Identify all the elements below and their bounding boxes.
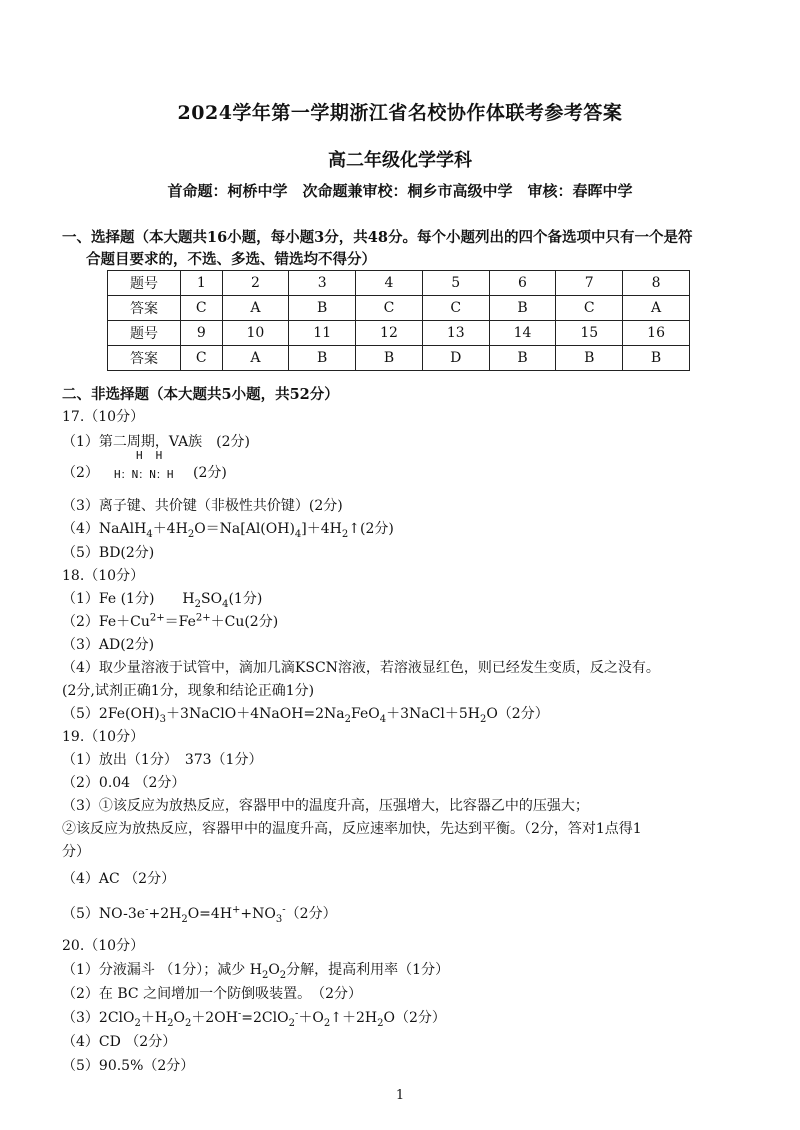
q19-part5: $(5)NO-3e^-+2H_2O=4H^++NO_3^-(2$分） (62, 904, 337, 925)
table-cell: 题号 (108, 271, 181, 296)
q20-part1: （1）分液漏斗 （1分）；减少 $H_2O_2$分解，提高利用率（1分） (62, 962, 450, 981)
q20-part2: （2）在 BC 之间增加一个防倒吸装置。 （2分） (62, 986, 362, 1002)
table-cell: B (289, 346, 356, 371)
document-title: 2024学年第一学期浙江省名校协作体联考参考答案 (177, 102, 623, 124)
table-cell: C (181, 296, 223, 321)
table-cell: 10 (222, 321, 289, 346)
q19-part3: （3）①该反应为放热反应，容器甲中的温度升高，压强增大，比容器乙中的压强大； (62, 798, 589, 814)
table-cell: B (623, 346, 690, 371)
table-row-questions-2 (108, 321, 690, 346)
q17-part4: $(4)NaAlH_4+4H_2O=Na[Al(OH)_4]+4H_2↑(2$分) (62, 521, 394, 540)
q19-part2: （2）0.04 （2分） (62, 775, 186, 791)
table-cell: 答案 (108, 296, 181, 321)
table-row-answers-1 (108, 296, 690, 321)
table-cell: 5 (422, 271, 489, 296)
q19-part1: （1）放出（1分） 373（1分） (62, 752, 263, 768)
q20-label: 20.（10分） (62, 938, 145, 954)
document-subtitle: 高二年级化学学科 (328, 150, 472, 171)
table-cell: 15 (556, 321, 623, 346)
section1-heading-line1: 一、选择题（本大题共16小题，每小题3分，共48分。每个小题列出的四个备选项中只有一个是符 (62, 229, 693, 246)
table-row-questions-1 (108, 271, 690, 296)
q17-lewis-structure: H：N：N：H (114, 468, 174, 481)
q18-part5: $(5)2Fe(OH)_3+3NaClO+4NaOH=2Na_2FeO_4+3NaCl+5H_2O(2$分） (62, 706, 549, 725)
table-cell: 6 (489, 271, 556, 296)
q18-part4: （4）取少量溶液于试管中，滴加几滴KSCN溶液，若溶液显红色，则已经发生变质，反之没有。 (62, 660, 660, 676)
q19-part3-line2: ②该反应为放热反应，容器甲中的温度升高，反应速率加快，先达到平衡。（2分，答对1点得1 (62, 821, 642, 837)
q18-part3: （3）AD(2分) (62, 637, 155, 653)
table-cell: B (356, 346, 423, 371)
q19-part3-line3: 分） (62, 844, 90, 860)
table-cell: 2 (222, 271, 289, 296)
answer-table (107, 270, 690, 371)
q17-part2-prefix: （2） (62, 465, 99, 481)
table-cell: A (222, 296, 289, 321)
page-number: 1 (395, 1088, 405, 1103)
table-row-answers-2 (108, 346, 690, 371)
q18-part4-scoring: (2分,试剂正确1分，现象和结论正确1分) (62, 683, 315, 699)
q18-label: 18.（10分） (62, 568, 145, 584)
table-cell: C (422, 296, 489, 321)
q17-label: 17.（10分） (62, 409, 145, 425)
q20-part5: （5）90.5%（2分） (62, 1058, 195, 1074)
q17-part5: （5）BD(2分) (62, 545, 155, 561)
table-cell: 答案 (108, 346, 181, 371)
q17-part2-score: (2分) (193, 465, 227, 481)
section2-heading: 二、非选择题（本大题共5小题，共52分） (62, 386, 339, 403)
section1-heading-line2: 合题目要求的，不选、多选、错选均不得分） (86, 251, 376, 268)
table-cell: 11 (289, 321, 356, 346)
table-cell: 13 (422, 321, 489, 346)
q18-part1: （1）Fe (1分) $H_2SO_4(1$分) (62, 591, 263, 610)
table-cell: 4 (356, 271, 423, 296)
table-cell: B (289, 296, 356, 321)
table-cell: A (623, 296, 690, 321)
q20-part3: $(3)2ClO_2+H_2O_2+2OH^-=2ClO_2^-+O_2↑+2H_2O(2$分） (62, 1008, 446, 1029)
table-cell: 题号 (108, 321, 181, 346)
table-cell: B (489, 296, 556, 321)
table-cell: 7 (556, 271, 623, 296)
credits-line: 首命题：柯桥中学 次命题兼审校：桐乡市高级中学 审核：春晖中学 (167, 182, 633, 200)
q19-label: 19.（10分） (62, 729, 145, 745)
table-cell: 12 (356, 321, 423, 346)
table-cell: 3 (289, 271, 356, 296)
q17-part1: （1）第二周期，VA族 (2分) (62, 434, 251, 450)
table-cell: C (181, 346, 223, 371)
q17-part3: （3）离子键、共价键（非极性共价键）(2分) (62, 498, 343, 514)
q17-lewis-top: H H (136, 449, 164, 462)
table-cell: 1 (181, 271, 223, 296)
table-cell: D (422, 346, 489, 371)
table-cell: C (556, 296, 623, 321)
q19-part4: （4）AC （2分） (62, 871, 176, 887)
table-cell: A (222, 346, 289, 371)
table-cell: C (356, 296, 423, 321)
q18-part2: $(2)Fe+Cu^{2+}=Fe^{2+}+Cu(2$分) (62, 612, 279, 630)
table-cell: 14 (489, 321, 556, 346)
table-cell: 8 (623, 271, 690, 296)
table-cell: 16 (623, 321, 690, 346)
table-cell: B (556, 346, 623, 371)
table-cell: 9 (181, 321, 223, 346)
q20-part4: （4）CD （2分） (62, 1034, 177, 1050)
table-cell: B (489, 346, 556, 371)
